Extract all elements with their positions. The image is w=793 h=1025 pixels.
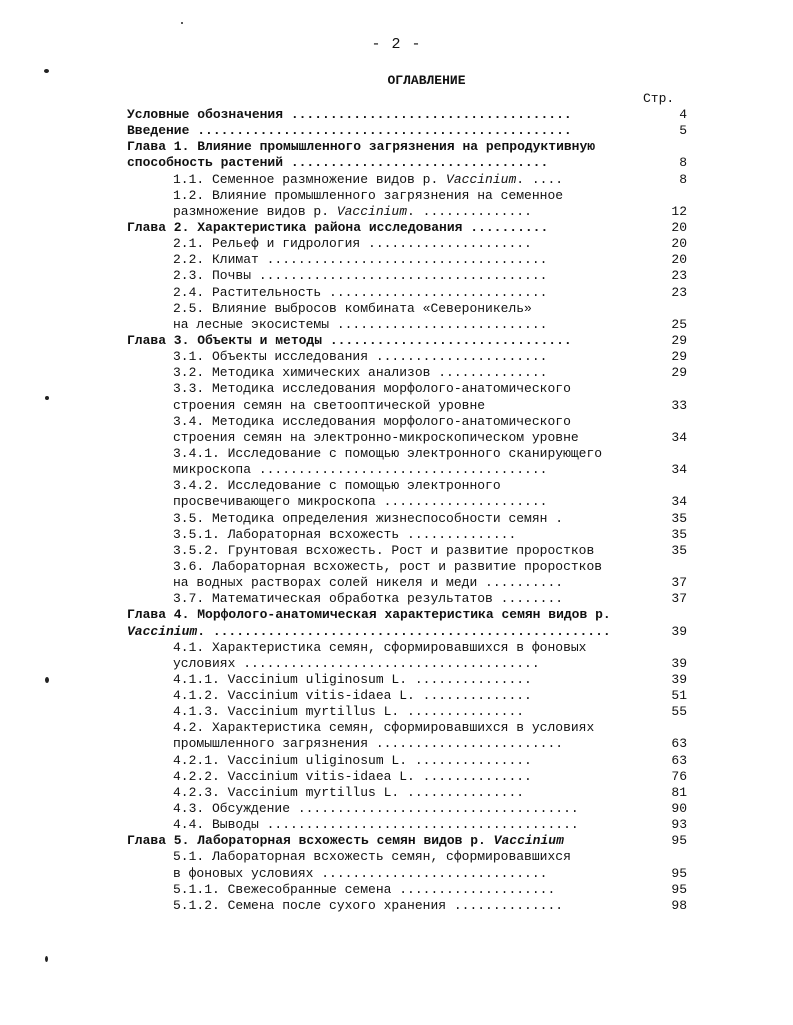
toc-entry-text: микроскопа ..................................... [173,462,548,478]
toc-entry-text: 2.1. Рельеф и гидрология ..................... [173,236,532,252]
toc-entry-text: 3.2. Методика химических анализов .............. [173,365,548,381]
toc-section-row [127,769,687,785]
toc-entry-text: 4.1. Характеристика семян, сформировавшихся в фоновых [173,639,587,655]
toc-page-number: 63 [671,736,687,752]
toc-entry-text: 4.1.2. Vaccinium vitis-idaea L. .............. [173,688,532,704]
toc-entry-text: 5.1.1. Свежесобранные семена .................... [173,881,556,897]
toc-section-row [127,349,687,365]
toc-section-row [127,866,687,882]
toc-page-number: 8 [679,171,687,187]
toc-page-number: 51 [671,688,687,704]
toc-chapter-row [127,123,687,139]
toc-section-row [127,381,687,397]
toc-entry-text: 4.1.1. Vaccinium uliginosum L. ............... [173,671,532,687]
toc-entry-text: 2.2. Климат .................................... [173,252,548,268]
page-column-label: Стр. [643,91,675,106]
toc-section-row [127,640,687,656]
toc-page-number: 34 [671,494,687,510]
toc-page-number: 4 [679,107,687,122]
toc-entry-text: способность растений ................................. [127,155,549,171]
toc-section-row [127,301,687,317]
toc-entry-text: 3.4.2. Исследование с помощью электронного [173,478,501,494]
toc-page-number: 95 [671,881,687,897]
toc-page-number: 76 [671,768,687,784]
toc-section-row [127,285,687,301]
toc-entry-text: 4.2.1. Vaccinium uliginosum L. ............... [173,752,532,768]
table-of-contents [127,107,687,914]
toc-chapter-row [127,107,687,123]
toc-section-row [127,882,687,898]
toc-page-number: 37 [671,575,687,591]
toc-page-number: 20 [671,236,687,252]
toc-entry-text: Глава 3. Объекты и методы ............................... [127,332,572,348]
toc-page-number: 29 [671,332,687,348]
toc-entry-text: 2.5. Влияние выбросов комбината «Североникель» [173,300,532,316]
toc-entry-text: 1.1. Семенное размножение видов р. Vaccinium. .... [173,171,564,187]
toc-page-number: 23 [671,268,687,284]
toc-section-row [127,575,687,591]
toc-entry-text: в фоновых условиях ............................. [173,865,548,881]
toc-page-number: 34 [671,429,687,445]
toc-entry-text: 5.1. Лабораторная всхожесть семян, сформировавшихся [173,849,571,865]
toc-page-number: 35 [671,526,687,542]
toc-entry-text: строения семян на электронно-микроскопическом уровне [173,429,579,445]
toc-entry-text: 4.3. Обсуждение .................................... [173,801,579,817]
toc-section-row [127,785,687,801]
toc-entry-text: 3.5.1. Лабораторная всхожесть .............. [173,526,517,542]
toc-section-row [127,656,687,672]
toc-section-row [127,365,687,381]
toc-section-row [127,527,687,543]
toc-page-number: 93 [671,817,687,833]
toc-entry-text: 3.5. Методика определения жизнеспособности семян . [173,510,564,526]
toc-section-row [127,898,687,914]
toc-page-number: 20 [671,219,687,235]
scan-speck [181,22,183,24]
toc-section-row [127,672,687,688]
toc-section-row [127,736,687,752]
toc-entry-text: 3.3. Методика исследования морфолого-анатомического [173,381,571,397]
toc-entry-text: 4.1.3. Vaccinium myrtillus L. ............... [173,704,525,720]
toc-chapter-row [127,220,687,236]
toc-chapter-row [127,607,687,623]
toc-entry-text: 4.2. Характеристика семян, сформировавшихся в условиях [173,720,595,736]
toc-entry-text: Vaccinium. ................................................... [127,623,611,639]
toc-entry-text: 4.2.3. Vaccinium myrtillus L. ............... [173,784,525,800]
toc-page-number: 95 [671,833,687,849]
toc-section-row [127,511,687,527]
toc-section-row [127,478,687,494]
toc-page-number: 90 [671,801,687,817]
toc-entry-text: 4.2.2. Vaccinium vitis-idaea L. .............. [173,768,532,784]
toc-page-number: 12 [671,203,687,219]
toc-page-number: 39 [671,655,687,671]
toc-entry-text: 4.4. Выводы ........................................ [173,817,579,833]
toc-section-row [127,204,687,220]
toc-entry-text: Глава 1. Влияние промышленного загрязнения на репродуктивную [127,139,596,155]
scan-speck [45,956,48,962]
toc-entry-text: Условные обозначения .................................... [127,107,572,122]
toc-section-row [127,430,687,446]
toc-title: ОГЛАВЛЕНИЕ [387,73,466,88]
toc-page-number: 63 [671,752,687,768]
toc-page-number: 98 [671,897,687,913]
toc-section-row [127,236,687,252]
toc-section-row [127,543,687,559]
toc-section-row [127,252,687,268]
toc-entry-text: 2.4. Растительность ............................ [173,284,548,300]
toc-entry-text: 3.6. Лабораторная всхожесть, рост и развитие проростков [173,558,603,574]
toc-entry-text: Глава 2. Характеристика района исследования .......... [127,219,549,235]
toc-page-number: 8 [679,155,687,171]
toc-entry-text: промышленного загрязнения ........................ [173,736,564,752]
toc-section-row [127,268,687,284]
toc-section-row [127,688,687,704]
toc-page-number: 20 [671,252,687,268]
toc-entry-text: условиях ...................................... [173,655,540,671]
toc-page-number: 33 [671,397,687,413]
toc-section-row [127,462,687,478]
toc-entry-text: Глава 4. Морфолого-анатомическая характеристика семян видов р. [127,607,611,623]
toc-page-number: 35 [671,542,687,558]
toc-section-row [127,817,687,833]
toc-page-number: 29 [671,349,687,365]
toc-section-row [127,591,687,607]
page-number: - 2 - [371,36,422,53]
toc-entry-text: Введение ................................................ [127,123,572,139]
toc-page-number: 25 [671,316,687,332]
toc-section-row [127,559,687,575]
toc-chapter-row [127,624,687,640]
toc-entry-text: размножение видов р. Vaccinium. .............. [173,203,532,219]
toc-section-row [127,414,687,430]
toc-entry-text: 1.2. Влияние промышленного загрязнения на семенное [173,187,564,203]
toc-entry-text: 3.4. Методика исследования морфолого-анатомического [173,413,571,429]
toc-section-row [127,704,687,720]
toc-section-row [127,720,687,736]
toc-entry-text: Глава 5. Лабораторная всхожесть семян видов р. Vaccinium [127,833,564,849]
toc-section-row [127,317,687,333]
toc-entry-text: 5.1.2. Семена после сухого хранения .............. [173,897,564,913]
scan-speck [45,396,49,400]
toc-chapter-row [127,155,687,171]
toc-page-number: 5 [679,123,687,139]
toc-page-number: 37 [671,591,687,607]
toc-entry-text: строения семян на светооптической уровне [173,397,486,413]
toc-entry-text: 2.3. Почвы ..................................... [173,268,548,284]
toc-entry-text: на водных растворах солей никеля и меди .......... [173,575,564,591]
toc-section-row [127,188,687,204]
toc-entry-text: на лесные экосистемы ........................... [173,316,548,332]
toc-entry-text: 3.5.2. Грунтовая всхожесть. Рост и развитие проростков [173,542,595,558]
toc-section-row [127,446,687,462]
toc-page-number: 55 [671,704,687,720]
toc-section-row [127,398,687,414]
toc-chapter-row [127,139,687,155]
toc-page-number: 81 [671,784,687,800]
toc-section-row [127,849,687,865]
toc-section-row [127,494,687,510]
toc-chapter-row [127,333,687,349]
toc-page-number: 29 [671,365,687,381]
toc-page-number: 34 [671,462,687,478]
toc-page-number: 39 [671,623,687,639]
toc-entry-text: 3.7. Математическая обработка результатов ........ [173,591,564,607]
toc-entry-text: 3.1. Объекты исследования ...................... [173,349,548,365]
toc-chapter-row [127,833,687,849]
toc-page-number: 39 [671,671,687,687]
toc-entry-text: просвечивающего микроскопа ..................... [173,494,548,510]
toc-page-number: 35 [671,510,687,526]
scan-speck [44,69,49,73]
toc-page-number: 23 [671,284,687,300]
toc-section-row [127,753,687,769]
toc-section-row [127,172,687,188]
toc-entry-text: 3.4.1. Исследование с помощью электронного сканирующего [173,445,603,461]
scan-speck [45,677,49,683]
toc-section-row [127,801,687,817]
toc-page-number: 95 [671,865,687,881]
